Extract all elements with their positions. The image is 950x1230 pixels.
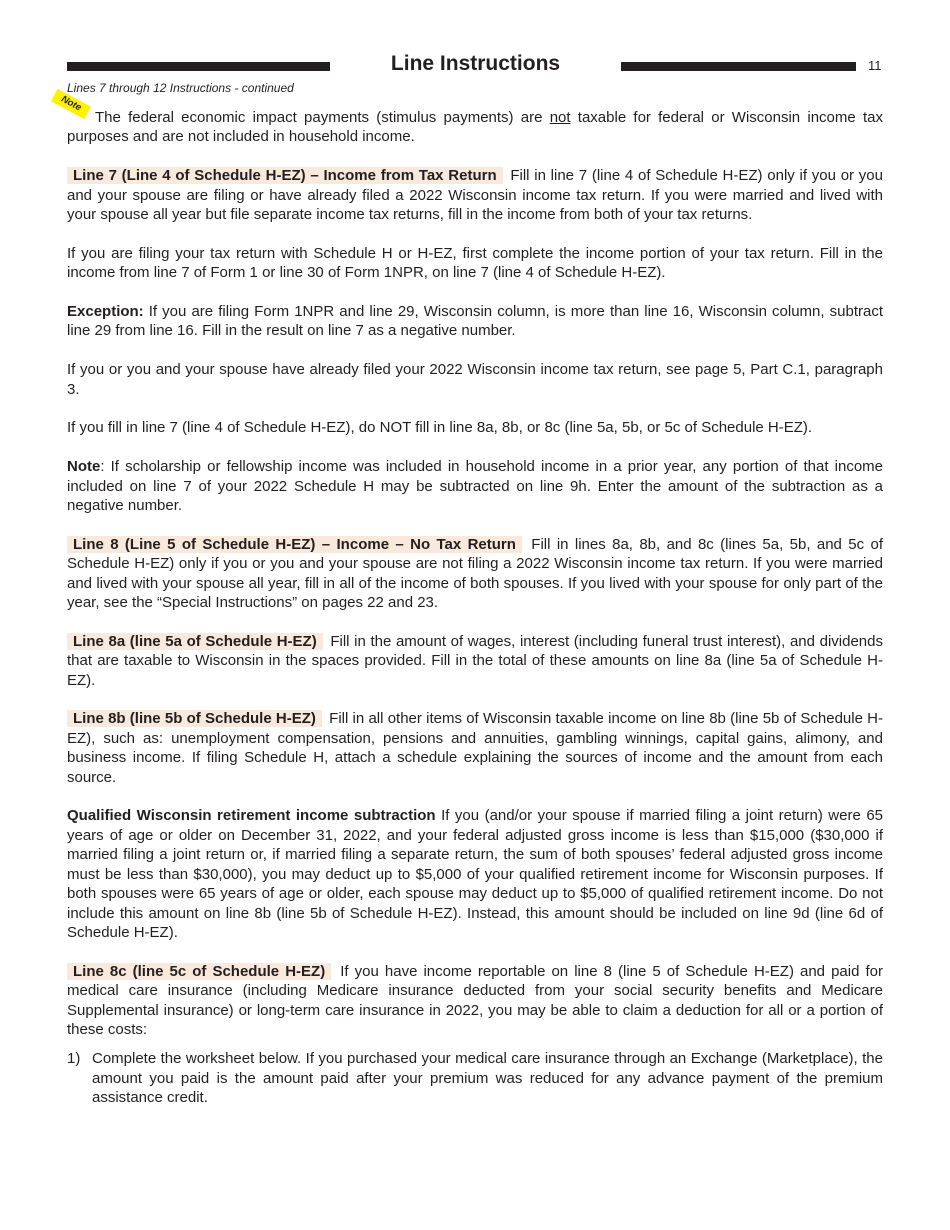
line8c-paragraph: Line 8c (line 5c of Schedule H-EZ) If you have income reportable on line 8 (line 5 of Schedule H-EZ) and paid for medical care insurance (including Medicare insurance deducted from your social security benefits and Medicare Supplemental insurance) or long-term care insurance in 2022, you may be able to claim a deduction for all or a portion of these costs: — [67, 962, 883, 1038]
line8a-paragraph: Line 8a (line 5a of Schedule H-EZ) Fill in the amount of wages, interest (including funeral trust interest), and dividends that are taxable to Wisconsin in the spaces provided. Fill in the total of these amounts on line 8a (line 5a of Schedule H-EZ). — [67, 632, 883, 689]
header-rule-right — [621, 62, 856, 71]
list-item-number: 1) — [67, 1050, 81, 1068]
list-item — [67, 1049, 883, 1107]
line7-paragraph: Line 7 (Line 4 of Schedule H-EZ) – Income from Tax Return Fill in line 7 (line 4 of Schedule H-EZ) only if you or you and your spouse are filing or have already filed a 2022 Wisconsin income tax return. If you were married and lived with your spouse all year but file separate income tax returns, fill in the income from both of your tax returns. — [67, 167, 883, 224]
scholarship-note-paragraph: Note: If scholarship or fellowship income was included in household income in a prior year, any portion of that income included on line 7 of your 2022 Schedule H may be subtracted on line 9h. Enter the amount of the subtraction as a negative number. — [67, 458, 883, 515]
line7-paragraph-5: If you fill in line 7 (line 4 of Schedule H-EZ), do NOT fill in line 8a, 8b, or 8c (line 5a, 5b, or 5c of Schedule H-EZ). — [67, 419, 813, 437]
retirement-heading: Qualified Wisconsin retirement income subtraction — [67, 807, 436, 825]
section-subheading: Lines 7 through 12 Instructions - continued — [67, 81, 294, 95]
line8-heading: Line 8 (Line 5 of Schedule H-EZ) – Income – No Tax Return — [67, 536, 522, 553]
page-title: Line Instructions — [390, 52, 561, 75]
line7-paragraph-2: If you are filing your tax return with Schedule H or H-EZ, first complete the income portion of your tax return. Fill in the income from line 7 of Form 1 or line 30 of Form 1NPR, on line 7 (line 4 of Schedule H-EZ). — [67, 244, 883, 282]
line8-paragraph: Line 8 (Line 5 of Schedule H-EZ) – Income – No Tax Return Fill in lines 8a, 8b, and 8c (lines 5a, 5b, and 5c of Schedule H-EZ) only if you or you and your spouse are not filing a 2022 Wisconsin income tax return. If you were married and lived with your spouse all year, fill in all of the income of both spouses. If you lived with your spouse for only part of the year, see the “Special Instructions” on pages 22 and 23. — [67, 535, 883, 612]
exception-paragraph: Exception: If you are filing Form 1NPR and line 29, Wisconsin column, is more than line 16, Wisconsin column, subtract line 29 from line 16. Fill in the result on line 7 as a negative number. — [67, 303, 883, 340]
line7-paragraph-4: If you or you and your spouse have already filed your 2022 Wisconsin income tax return, see page 5, Part C.1, paragraph 3. — [67, 361, 883, 398]
list-item-text: Complete the worksheet below. If you purchased your medical care insurance through an Exchange (Marketplace), the amount you paid is the amount paid after your premium was reduced for any advance payment of the premium assistance credit. — [92, 1050, 883, 1107]
line8b-heading: Line 8b (line 5b of Schedule H-EZ) — [67, 710, 322, 727]
page-number: 11 — [868, 58, 882, 73]
intro-paragraph: The federal economic impact payments (stimulus payments) are not taxable for federal or Wisconsin income tax purposes and are not included in household income. — [67, 109, 883, 146]
line8b-paragraph: Line 8b (line 5b of Schedule H-EZ) Fill in all other items of Wisconsin taxable income on line 8b (line 5b of Schedule H-EZ), such as: unemployment compensation, pensions and annuities, gambling winnings, capital gains, alimony, and business income. If filing Schedule H, attach a schedule explaining the sources of income and the amount from each source. — [67, 710, 883, 786]
line7-heading: Line 7 (Line 4 of Schedule H-EZ) – Income from Tax Return — [67, 167, 503, 184]
note-label: Note — [67, 458, 101, 476]
document-body — [67, 108, 883, 1108]
exception-label: Exception: — [67, 303, 144, 321]
retirement-paragraph: Qualified Wisconsin retirement income subtraction If you (and/or your spouse if married filing a joint return) were 65 years of age or older on December 31, 2022, and your federal adjusted gross income is less than $15,000 ($30,000 if married filing a joint return or, if married filing a separate return, the sum of both spouses’ federal adjusted gross income must be less than $30,000), you may deduct up to $5,000 of your qualified retirement income for Wisconsin purposes. If both spouses were 65 years of age or older, each spouse may deduct up to $5,000 of qualified retirement income. Do not include this amount on line 8b (line 5b of Schedule H-EZ). Instead, this amount should be included on line 9d (line 6d of Schedule H-EZ). — [67, 807, 883, 941]
header-rule-left — [67, 62, 330, 71]
note-tag: Note — [51, 89, 91, 119]
line8c-heading: Line 8c (line 5c of Schedule H-EZ) — [67, 963, 331, 980]
underlined-word: not — [549, 109, 571, 126]
line8a-heading: Line 8a (line 5a of Schedule H-EZ) — [67, 633, 323, 650]
